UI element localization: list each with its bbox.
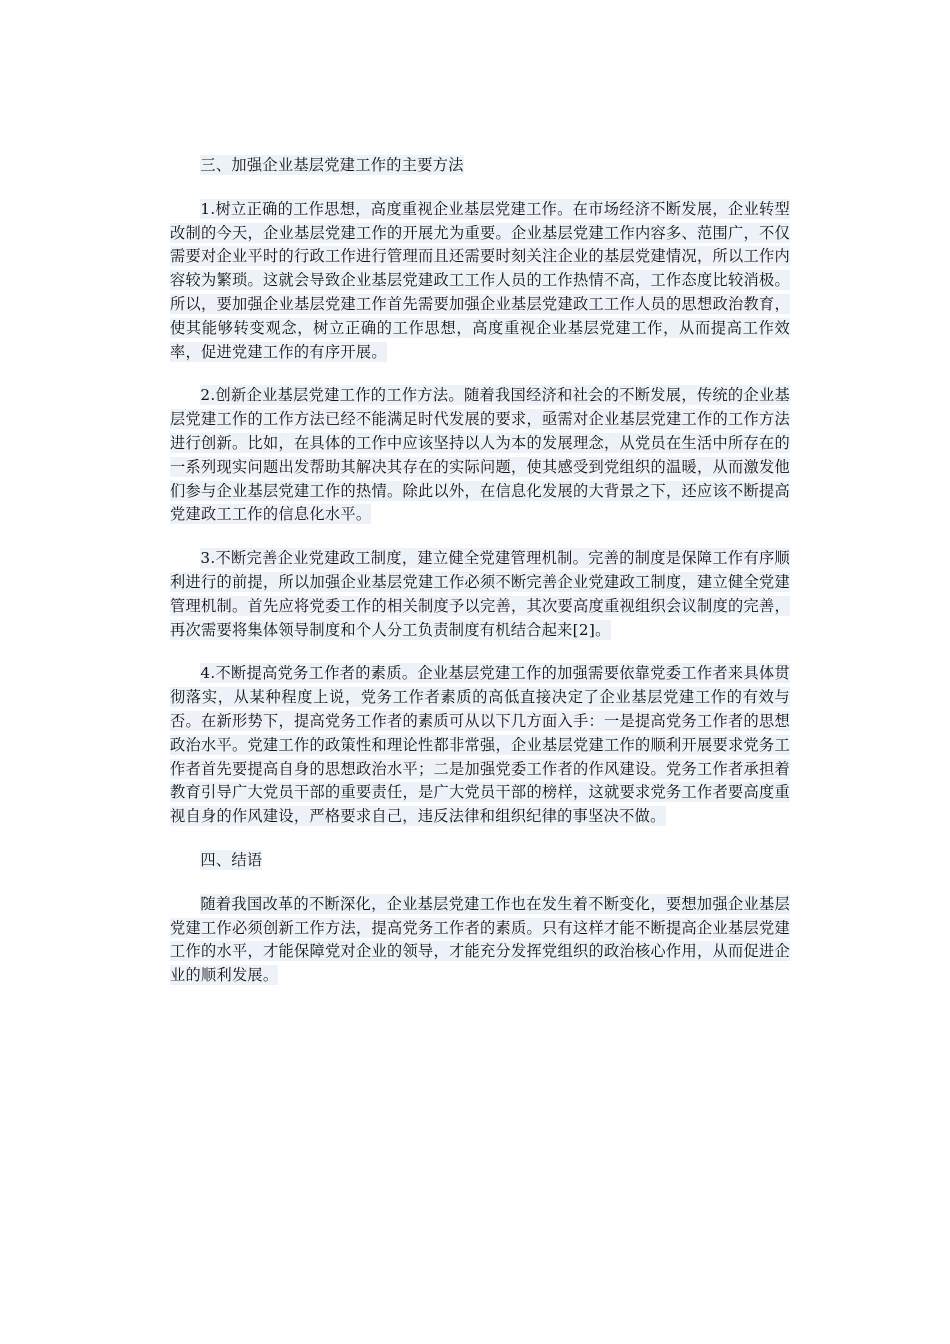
paragraph-1 — [170, 198, 790, 365]
paragraph-5 — [170, 893, 790, 988]
paragraph-3-text: 3.不断完善企业党建政工制度，建立健全党建管理机制。完善的制度是保障工作有序顺利进行的前提，所以加强企业基层党建工作必须不断完善企业党建政工制度，建立健全党建管理机制。首先应将党委工作的相关制度予以完善，其次要高度重视组织会议制度的完善，再次需要将集体领导制度和个人分工负责制度有机结合起来[2]。 — [170, 549, 790, 639]
paragraph-4-text: 4.不断提高党务工作者的素质。企业基层党建工作的加强需要依靠党委工作者来具体贯彻落实，从某种程度上说，党务工作者素质的高低直接决定了企业基层党建工作的有效与否。在新形势下，提高党务工作者的素质可从以下几方面入手：一是提高党务工作者的思想政治水平。党建工作的政策性和理论性都非常强，企业基层党建工作的顺利开展要求党务工作者首先要提高自身的思想政治水平；二是加强党委工作者的作风建设。党务工作者承担着教育引导广大党员干部的重要责任，是广大党员干部的榜样，这就要求党务工作者要高度重视自身的作风建设，严格要求自己，违反法律和组织纪律的事坚决不做。 — [170, 664, 790, 826]
document-body — [170, 154, 790, 1008]
paragraph-2-text: 2.创新企业基层党建工作的工作方法。随着我国经济和社会的不断发展，传统的企业基层党建工作的工作方法已经不能满足时代发展的要求，亟需对企业基层党建工作的工作方法进行创新。比如，在具体的工作中应该坚持以人为本的发展理念，从党员在生活中所存在的一系列现实问题出发帮助其解决其存在的实际问题，使其感受到党组织的温暖，从而激发他们参与企业基层党建工作的热情。除此以外，在信息化发展的大背景之下，还应该不断提高党建政工工作的信息化水平。 — [170, 386, 790, 524]
section-heading-conclusion-text: 四、结语 — [200, 850, 263, 869]
paragraph-3 — [170, 547, 790, 642]
paragraph-2 — [170, 384, 790, 527]
paragraph-1-text: 1.树立正确的工作思想，高度重视企业基层党建工作。在市场经济不断发展，企业转型改制的今天，企业基层党建工作的开展尤为重要。企业基层党建工作内容多、范围广，不仅需要对企业平时的行政工作进行管理而且还需要时刻关注企业的基层党建情况，所以工作内容较为繁琐。这就会导致企业基层党建政工工作人员的工作热情不高，工作态度比较消极。所以，要加强企业基层党建工作首先需要加强企业基层党建政工工作人员的思想政治教育，使其能够转变观念，树立正确的工作思想，高度重视企业基层党建工作，从而提高工作效率，促进党建工作的有序开展。 — [170, 199, 790, 361]
section-heading-conclusion — [170, 849, 790, 873]
section-heading-methods — [170, 154, 790, 178]
paragraph-4 — [170, 662, 790, 829]
paragraph-5-text: 随着我国改革的不断深化，企业基层党建工作也在发生着不断变化，要想加强企业基层党建工作必须创新工作方法，提高党务工作者的素质。只有这样才能不断提高企业基层党建工作的水平，才能保障党对企业的领导，才能充分发挥党组织的政治核心作用，从而促进企业的顺利发展。 — [170, 894, 790, 985]
section-heading-methods-text: 三、加强企业基层党建工作的主要方法 — [200, 156, 464, 174]
